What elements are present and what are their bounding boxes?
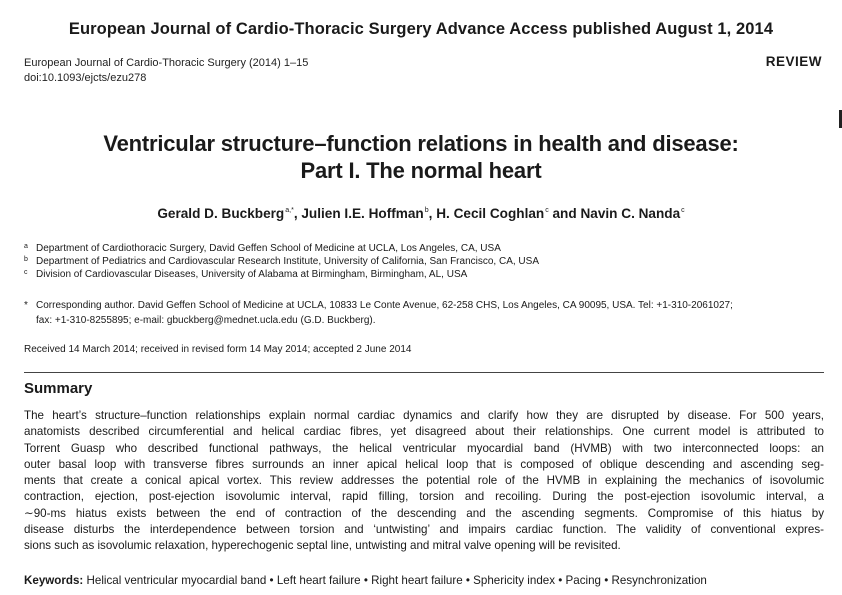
author-list xyxy=(0,206,842,221)
author-affiliation-mark[interactable]: c xyxy=(681,207,685,215)
corresponding-line-2[interactable]: fax: +1-310-8255895; e-mail: gbuckberg@mednet.ucla.edu (G.D. Buckberg). xyxy=(36,315,376,326)
author-affiliation-mark[interactable]: b xyxy=(424,207,429,215)
summary-text xyxy=(24,408,824,555)
summary-line: disease disturbs the interdependence between torsion and ‘untwisting’ and impairs cardiac function. The validity of conventional expres- xyxy=(24,523,824,537)
summary-line: sions such as isovolumic relaxation, hyperechogenic septal line, untwisting and mitral valve opening will be revisited. xyxy=(24,539,621,553)
corresponding-line-1: Corresponding author. David Geffen School of Medicine at UCLA, 10833 Le Conte Avenue, 62-258 CHS, Los Angeles, CA 90095, USA. Tel: +1-310-2061027; xyxy=(36,300,733,311)
summary-line: ments that create a conical apical vortex. This review addresses the potential role of the HVMB in explaining the mechanics of isovolumic xyxy=(24,474,824,488)
title-line-1: Ventricular structure–function relations in health and disease: xyxy=(103,131,739,156)
corresponding-author xyxy=(24,298,814,328)
corresponding-mark: * xyxy=(24,300,28,311)
summary-line: The heart’s structure–function relationships explain normal cardiac dynamics and clarify how they are disrupted by disease. For 500 years, xyxy=(24,409,824,422)
author-name[interactable]: H. Cecil Coghlan xyxy=(436,206,545,221)
received-dates: Received 14 March 2014; received in revised form 14 May 2014; accepted 2 June 2014 xyxy=(24,344,412,355)
summary-line: anatomists described circumferential and helical cardiac fibres, yet disagreed about their relationships. One current model is attributed to xyxy=(24,425,824,439)
summary-heading: Summary xyxy=(24,380,93,397)
keyword-separator: • xyxy=(266,574,277,587)
author-separator: and xyxy=(548,206,581,221)
doi[interactable]: doi:10.1093/ejcts/ezu278 xyxy=(24,72,147,84)
affiliation-item xyxy=(24,242,539,255)
journal-citation: European Journal of Cardio-Thoracic Surgery (2014) 1–15 xyxy=(24,57,309,69)
author-affiliation-mark[interactable]: c xyxy=(545,207,549,215)
keyword-separator: • xyxy=(555,574,566,587)
keyword: Left heart failure xyxy=(276,574,361,587)
affiliation-mark: b xyxy=(24,256,28,263)
keyword-separator: • xyxy=(462,574,474,587)
affiliation-mark: a xyxy=(24,243,28,250)
author-affiliation-mark[interactable]: a,* xyxy=(285,207,294,215)
affiliations xyxy=(24,242,539,281)
advance-access-banner: European Journal of Cardio-Thoracic Surgery Advance Access published August 1, 2014 xyxy=(68,20,774,38)
keyword: Helical ventricular myocardial band xyxy=(86,574,267,587)
affiliation-text: Department of Cardiothoracic Surgery, David Geffen School of Medicine at UCLA, Los Angeles, CA, USA xyxy=(36,243,501,254)
author-separator: , xyxy=(428,206,437,221)
affiliation-mark: c xyxy=(24,269,28,276)
author-name[interactable]: Gerald D. Buckberg xyxy=(157,206,285,221)
journal-citation-block xyxy=(24,56,308,86)
keywords-label: Keywords: xyxy=(24,574,84,587)
affiliation-text: Division of Cardiovascular Diseases, University of Alabama at Birmingham, Birmingham, AL, USA xyxy=(36,269,468,280)
section-divider xyxy=(24,372,824,373)
keyword: Pacing xyxy=(565,574,601,587)
summary-line: outer basal loop with transverse fibres surrounds an inner apical helical loop that is composed of oblique descending and ascending seg- xyxy=(24,457,824,471)
summary-line: contraction, ejection, post-ejection isovolumic interval, rapid filling, torsion and recoiling. During the post-ejection isovolumic interval, a xyxy=(24,490,824,504)
affiliation-item xyxy=(24,255,539,268)
article-type-label: REVIEW xyxy=(765,54,822,69)
keyword-separator: • xyxy=(600,574,612,587)
article-title xyxy=(0,130,842,184)
affiliation-text: Department of Pediatrics and Cardiovascular Research Institute, University of California, San Francisco, CA, USA xyxy=(36,256,539,267)
keyword: Right heart failure xyxy=(371,574,463,587)
affiliation-item xyxy=(24,268,539,281)
keyword-separator: • xyxy=(360,574,372,587)
title-line-2: Part I. The normal heart xyxy=(300,158,542,183)
keywords xyxy=(24,574,707,587)
author-separator: , xyxy=(293,206,302,221)
summary-line: Torrent Guasp who described functional pathways, the helical ventricular myocardial band (HVMB) with two interconnected loops: an xyxy=(24,441,824,455)
summary-line: ∼90-ms hiatus exists between the end of contraction of the descending and the ascending segments. Compromise of this hiatus by xyxy=(24,506,824,520)
keyword: Sphericity index xyxy=(473,574,556,587)
author-name[interactable]: Julien I.E. Hoffman xyxy=(301,206,424,221)
author-name[interactable]: Navin C. Nanda xyxy=(580,206,681,221)
keyword: Resynchronization xyxy=(611,574,707,587)
